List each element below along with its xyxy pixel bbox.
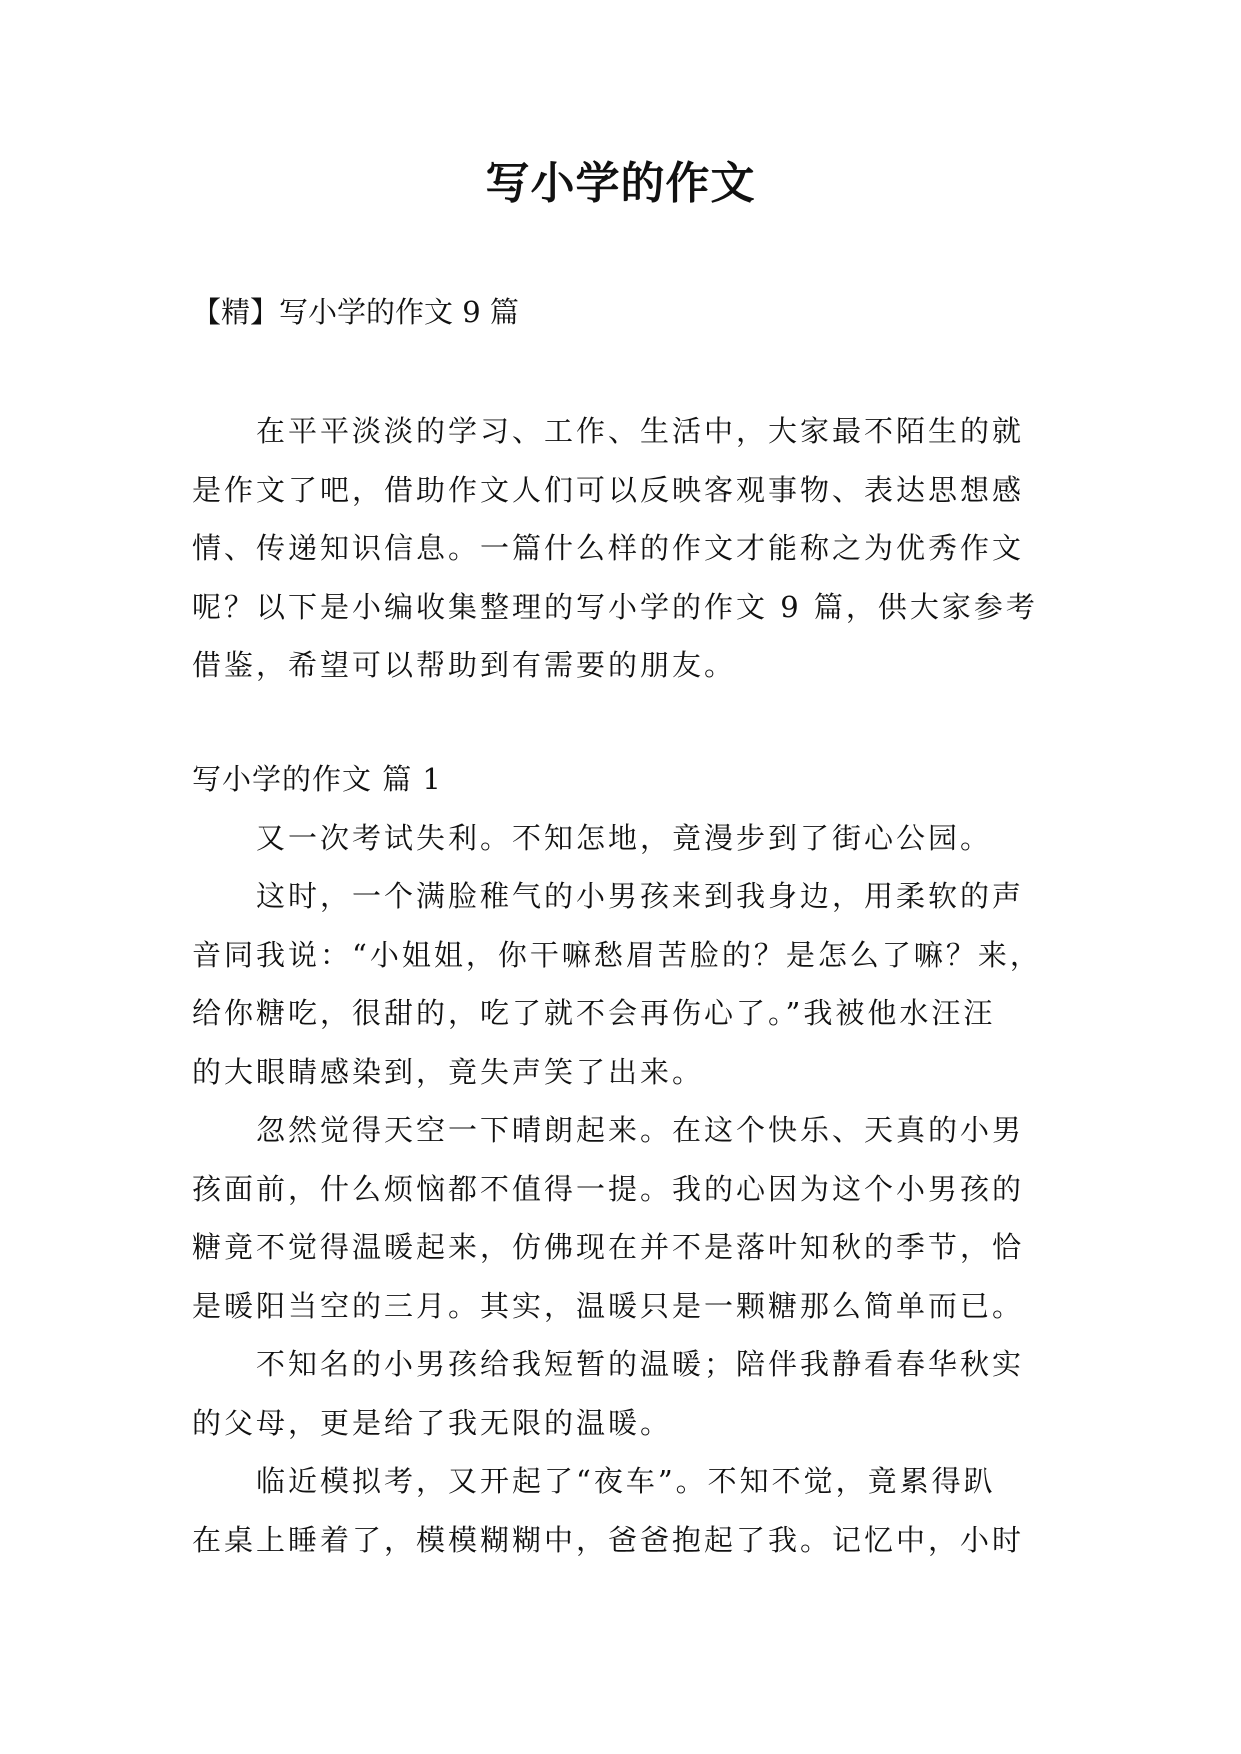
- essay-line: 是暖阳当空的三月。其实，温暖只是一颗糖那么简单而已。: [192, 1288, 1025, 1323]
- intro-line: 借鉴，希望可以帮助到有需要的朋友。: [192, 648, 737, 682]
- essay-line: 不知名的小男孩给我短暂的温暖；陪伴我静看春华秋实: [256, 1347, 1025, 1381]
- essay-line: 音同我说：“小姐姐，你干嘛愁眉苦脸的？是怎么了嘛？来，: [192, 937, 1042, 972]
- essay-line: 忽然觉得天空一下晴朗起来。在这个快乐、天真的小男: [256, 1113, 1025, 1147]
- intro-paragraph: [192, 402, 1058, 695]
- essay-line: 这时，一个满脸稚气的小男孩来到我身边，用柔软的声: [256, 879, 1025, 913]
- document-subtitle: 【精】写小学的作文 9 篇: [192, 295, 519, 329]
- essay-line: 给你糖吃，很甜的，吃了就不会再伤心了。”我被他水汪汪: [192, 996, 996, 1030]
- essay-line: 的大眼睛感染到，竟失声笑了出来。: [192, 1054, 705, 1089]
- essay-section-1: [192, 750, 1058, 1569]
- section-heading: 写小学的作文 篇 1: [192, 762, 442, 796]
- intro-line: 是作文了吧，借助作文人们可以反映客观事物、表达思想感: [192, 472, 1025, 507]
- intro-line: 在平平淡淡的学习、工作、生活中，大家最不陌生的就: [256, 414, 1025, 448]
- essay-line: 在桌上睡着了，模模糊糊中，爸爸抱起了我。记忆中，小时: [192, 1522, 1025, 1557]
- essay-line: 糖竟不觉得温暖起来，仿佛现在并不是落叶知秋的季节，恰: [192, 1230, 1025, 1264]
- essay-line: 的父母，更是给了我无限的温暖。: [192, 1405, 673, 1440]
- intro-line: 情、传递知识信息。一篇什么样的作文才能称之为优秀作文: [192, 531, 1025, 565]
- essay-line: 临近模拟考，又开起了“夜车”。不知不觉，竟累得趴: [256, 1464, 996, 1498]
- document-title: 写小学的作文: [485, 158, 756, 209]
- essay-line: 又一次考试失利。不知怎地，竟漫步到了街心公园。: [256, 820, 993, 855]
- essay-line: 孩面前，什么烦恼都不值得一提。我的心因为这个小男孩的: [192, 1171, 1025, 1206]
- intro-line: 呢？以下是小编收集整理的写小学的作文 9 篇，供大家参考: [192, 589, 1038, 624]
